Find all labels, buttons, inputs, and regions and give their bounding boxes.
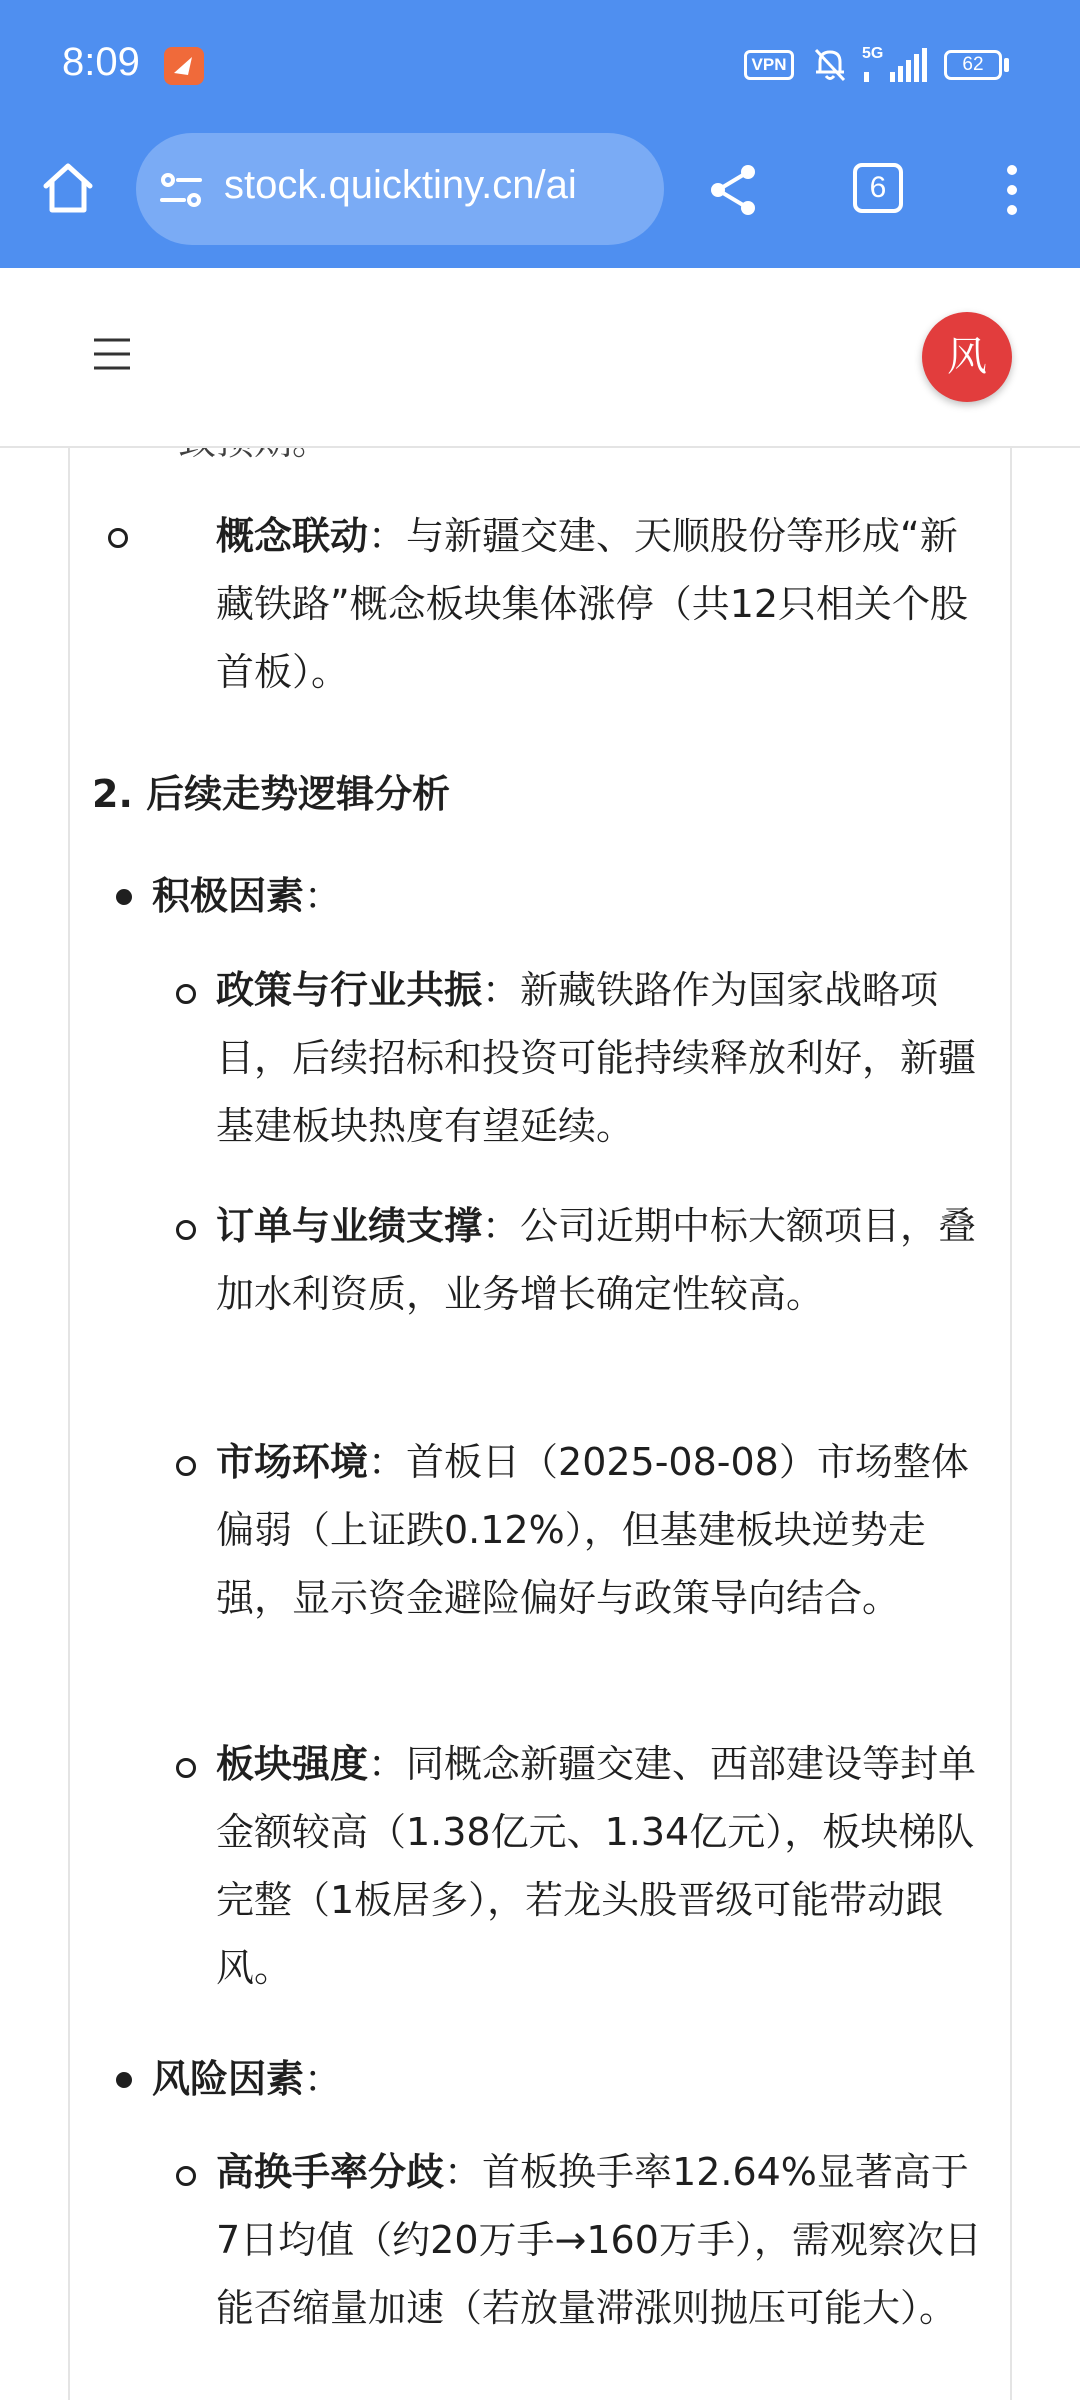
list-item	[216, 502, 992, 706]
factor-label-suffix: ：	[304, 2057, 343, 2101]
tab-switcher-button[interactable]: 6	[853, 163, 903, 213]
hamburger-menu-icon[interactable]	[92, 336, 132, 372]
circle-bullet-icon	[176, 2166, 196, 2186]
list-item	[216, 1730, 992, 2002]
circle-bullet-icon	[176, 1456, 196, 1476]
dot-bullet-icon	[116, 2072, 132, 2088]
item-title: 政策与行业共振	[216, 968, 483, 1012]
article-content	[0, 446, 1080, 2400]
factor-label: 积极因素	[152, 874, 305, 918]
list-item	[216, 956, 992, 1160]
section-title: 2. 后续走势逻辑分析	[92, 772, 451, 816]
risk-factors-label	[152, 2045, 342, 2113]
item-text: ：新藏铁路作为国家战略项目，后续招标和投资可能持续释放利好，新疆基建板块热度有望延续。	[216, 968, 977, 1148]
notification-app-icon	[164, 47, 204, 85]
dot-bullet-icon	[116, 889, 132, 905]
url-text[interactable]: stock.quicktiny.cn/ai	[224, 163, 577, 207]
status-time: 8:09	[62, 40, 140, 84]
battery-icon: 62	[944, 50, 1002, 80]
item-text: ：首板日（2025-08-08）市场整体偏弱（上证跌0.12%），但基建板块逆势走强，显示资金避险偏好与政策导向结合。	[216, 1440, 969, 1620]
list-item	[216, 2138, 992, 2342]
network-type-label: 5G	[862, 45, 884, 62]
list-item	[216, 1428, 992, 1632]
item-title: 概念联动	[216, 514, 369, 558]
user-avatar[interactable]: 风	[922, 312, 1012, 402]
circle-bullet-icon	[108, 528, 128, 548]
factor-label-suffix: ：	[304, 874, 343, 918]
item-title: 高换手率分歧	[216, 2150, 445, 2194]
browser-chrome	[0, 0, 1080, 268]
vpn-icon: VPN	[744, 50, 794, 80]
item-text: ：首板换手率12.64%显著高于7日均值（约20万手→160万手），需观察次日能否缩量加速（若放量滞涨则抛压可能大）。	[216, 2150, 982, 2330]
item-title: 板块强度	[216, 1742, 369, 1786]
site-header	[0, 268, 1080, 448]
circle-bullet-icon	[176, 1758, 196, 1778]
signal-5g-icon	[860, 42, 928, 86]
item-title: 市场环境	[216, 1440, 369, 1484]
circle-bullet-icon	[176, 1220, 196, 1240]
battery-tip	[1004, 58, 1009, 72]
more-menu-icon[interactable]	[1000, 162, 1024, 218]
site-info-icon[interactable]	[156, 165, 206, 215]
positive-factors-label	[152, 862, 342, 930]
home-icon[interactable]	[38, 158, 98, 218]
item-text: ：同概念新疆交建、西部建设等封单金额较高（1.38亿元、1.34亿元），板块梯队完整（1板居多），若龙头股晋级可能带动跟风。	[216, 1742, 977, 1990]
item-title: 订单与业绩支撑	[216, 1204, 483, 1248]
muted-bell-icon	[810, 44, 850, 84]
item-text: ：与新疆交建、天顺股份等形成“新藏铁路”概念板块集体涨停（共12只相关个股首板）。	[216, 514, 969, 694]
circle-bullet-icon	[176, 984, 196, 1004]
factor-label: 风险因素	[152, 2057, 305, 2101]
share-icon[interactable]	[706, 162, 762, 218]
list-item	[216, 1192, 992, 1328]
address-bar[interactable]	[136, 133, 664, 245]
item-text: ：公司近期中标大额项目，叠加水利资质，业务增长确定性较高。	[216, 1204, 977, 1316]
